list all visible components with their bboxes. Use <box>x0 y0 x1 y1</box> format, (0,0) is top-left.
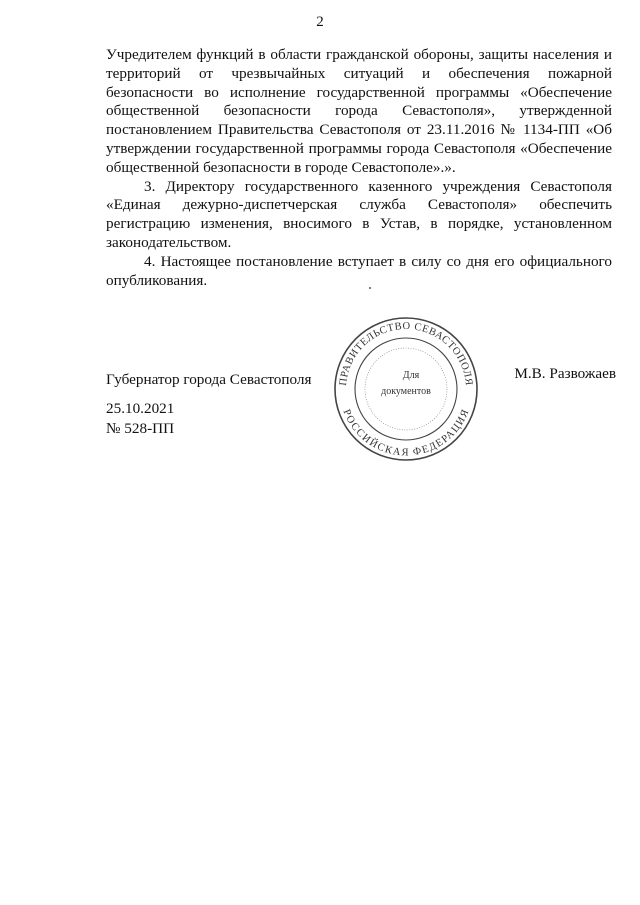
paragraph-3: 3. Директору государственного казенного учреждения Севастополя «Единая дежурно-диспетчерская служба Севастополя» обеспечить регистрацию изменения, вносимого в Устав, в порядке, установленном законодательством. <box>106 177 612 251</box>
official-seal <box>333 316 479 462</box>
document-body <box>106 46 612 290</box>
document-date: 25.10.2021 <box>106 400 175 417</box>
seal-center-line2: документов <box>381 386 431 397</box>
signer-title: Губернатор города Севастополя <box>106 371 312 388</box>
page-number: 2 <box>316 14 324 30</box>
paragraph-continuation: Учредителем функций в области гражданской обороны, защиты населения и территорий от чрезвычайных ситуаций и обеспечения пожарной безопасности во исполнение государственной программы «Обеспечение общественной безопасности города Севастополя», утвержденной постановлением Правительства Севастополя от 23.11.2016 № 1134-ПП «Об утверждении государственной программы города Севастополя «Обеспечение общественной безопасности в городе Севастополе».». <box>106 46 612 176</box>
seal-bottom-text: РОССИЙСКАЯ ФЕДЕРАЦИЯ <box>340 407 472 459</box>
document-number: № 528-ПП <box>106 420 175 437</box>
signer-name: М.В. Развожаев <box>514 365 616 382</box>
svg-text:РОССИЙСКАЯ ФЕДЕРАЦИЯ <box>340 408 471 459</box>
seal-outer-text: ПРАВИТЕЛЬСТВО СЕВАСТОПОЛЯ <box>337 320 474 387</box>
seal-center-line1: Для <box>402 370 420 381</box>
ink-dot <box>369 287 371 289</box>
paragraph-4: 4. Настоящее постановление вступает в силу со дня его официального опубликования. <box>106 252 612 289</box>
